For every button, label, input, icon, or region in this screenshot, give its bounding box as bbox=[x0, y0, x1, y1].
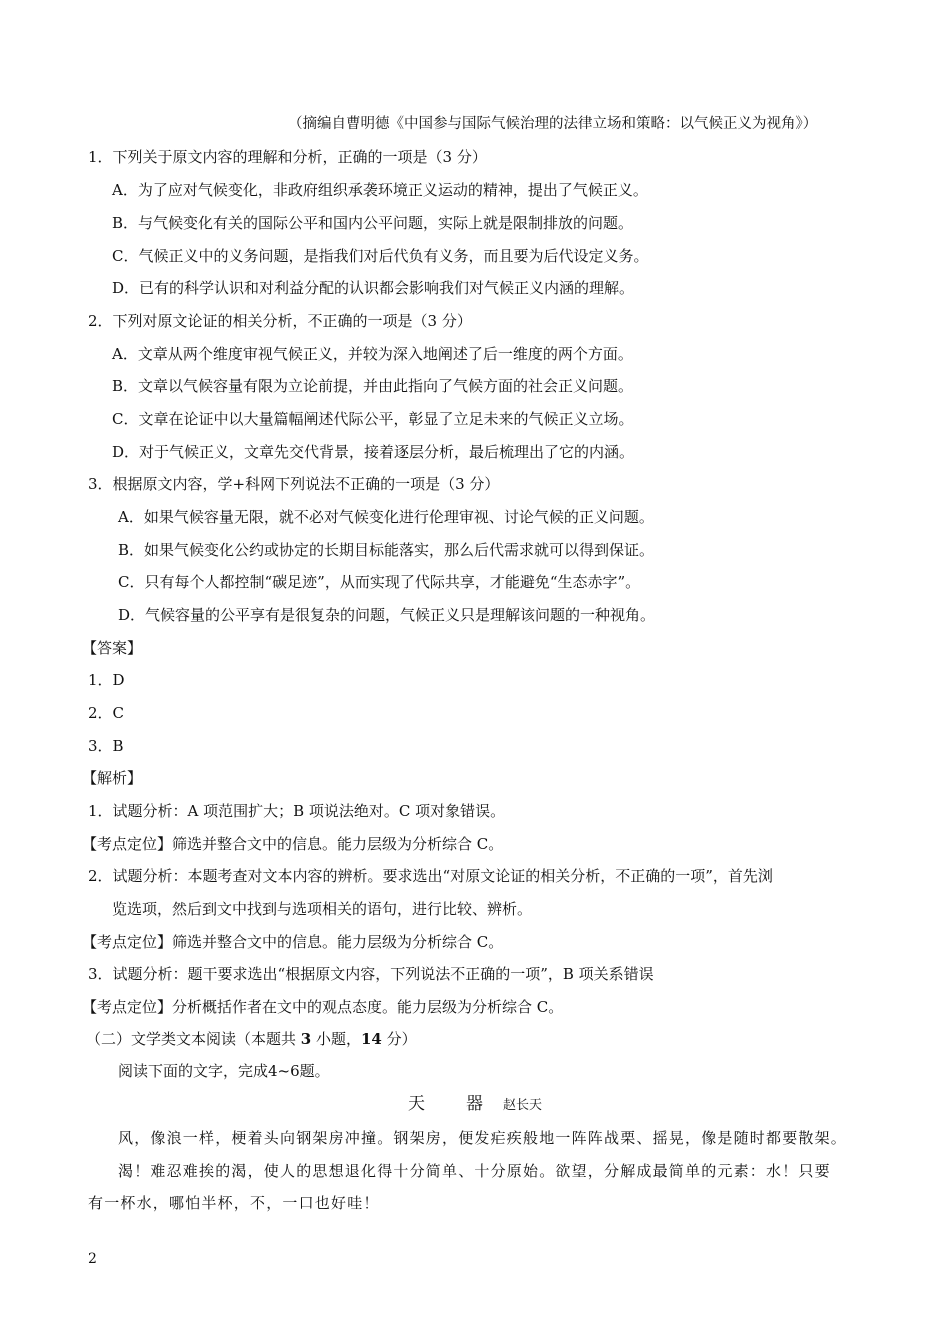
question-1-option-d: D．已有的科学认识和对利益分配的认识都会影响我们对气候正义内涵的理解。 bbox=[112, 279, 635, 297]
analysis-2-line-1: 2．试题分析：本题考查对文本内容的辨析。要求选出“对原文论证的相关分析，不正确的一项”，首先浏 bbox=[88, 867, 773, 885]
answer-2: 2．C bbox=[88, 704, 125, 722]
key-point-1: 【考点定位】筛选并整合文中的信息。能力层级为分析综合 C。 bbox=[82, 835, 504, 853]
question-2-option-c: C．文章在论证中以大量篇幅阐述代际公平，彰显了立足未来的气候正义立场。 bbox=[112, 410, 634, 428]
analysis-1: 1．试题分析：A 项范围扩大；B 项说法绝对。C 项对象错误。 bbox=[88, 802, 506, 820]
answer-header: 【答案】 bbox=[82, 639, 143, 657]
section-2-middle: 小题， bbox=[311, 1030, 361, 1048]
question-2-option-d: D．对于气候正义，文章先交代背景，接着逐层分析，最后梳理出了它的内涵。 bbox=[112, 443, 635, 461]
key-point-2: 【考点定位】筛选并整合文中的信息。能力层级为分析综合 C。 bbox=[82, 933, 504, 951]
question-3-stem: 3．根据原文内容，学+科网下列说法不正确的一项是（3 分） bbox=[88, 475, 500, 493]
question-3-option-a: A．如果气候容量无限，就不必对气候变化进行伦理审视、讨论气候的正义问题。 bbox=[118, 508, 654, 526]
section-2-count: 3 bbox=[300, 1030, 312, 1048]
question-1-option-b: B．与气候变化有关的国际公平和国内公平问题，实际上就是限制排放的问题。 bbox=[112, 214, 634, 232]
section-2-prefix: （二）文学类文本阅读（本题共 bbox=[86, 1030, 301, 1048]
story-paragraph-1: 风，像浪一样，梗着头向钢架房冲撞。钢架房，便发疟疾般地一阵阵战栗、摇晃，像是随时都要散架。 bbox=[118, 1129, 848, 1147]
source-citation: （摘编自曹明德《中国参与国际气候治理的法律立场和策略：以气候正义为视角》） bbox=[288, 116, 818, 132]
key-point-3: 【考点定位】分析概括作者在文中的观点态度。能力层级为分析综合 C。 bbox=[82, 998, 564, 1016]
question-1-stem: 1．下列关于原文内容的理解和分析，正确的一项是（3 分） bbox=[88, 148, 487, 166]
section-2-points: 14 bbox=[361, 1030, 382, 1048]
section-2-heading bbox=[86, 1029, 417, 1049]
question-3-option-c: C．只有每个人都控制“碳足迹”，从而实现了代际共享，才能避免“生态赤字”。 bbox=[118, 573, 641, 591]
question-2-stem: 2．下列对原文论证的相关分析，不正确的一项是（3 分） bbox=[88, 312, 472, 330]
question-1-option-a: A．为了应对气候变化，非政府组织承袭环境正义运动的精神，提出了气候正义。 bbox=[112, 181, 648, 199]
analysis-3: 3．试题分析：题干要求选出“根据原文内容，下列说法不正确的一项”，B 项关系错误 bbox=[88, 965, 654, 983]
question-3-option-d: D．气候容量的公平享有是很复杂的问题，气候正义只是理解该问题的一种视角。 bbox=[118, 606, 656, 624]
answer-1: 1．D bbox=[88, 671, 125, 689]
story-title: 天 器 bbox=[407, 1094, 495, 1114]
story-paragraph-2-line-1: 渴！难忍难挨的渴，使人的思想退化得十分简单、十分原始。欲望，分解成最简单的元素：水！只要 bbox=[118, 1162, 831, 1180]
question-2-option-b: B．文章以气候容量有限为立论前提，并由此指向了气候方面的社会正义问题。 bbox=[112, 377, 634, 395]
answer-3: 3．B bbox=[88, 737, 124, 755]
story-author: 赵长天 bbox=[502, 1098, 542, 1113]
question-1-option-c: C．气候正义中的义务问题，是指我们对后代负有义务，而且要为后代设定义务。 bbox=[112, 247, 649, 265]
question-3-option-b: B．如果气候变化公约或协定的长期目标能落实，那么后代需求就可以得到保证。 bbox=[118, 541, 655, 559]
story-paragraph-2-line-2: 有一杯水，哪怕半杯，不，一口也好哇！ bbox=[88, 1194, 380, 1212]
analysis-header: 【解析】 bbox=[82, 769, 143, 787]
section-2-suffix: 分） bbox=[381, 1030, 417, 1048]
question-2-option-a: A．文章从两个维度审视气候正义，并较为深入地阐述了后一维度的两个方面。 bbox=[112, 345, 633, 363]
section-2-instruction: 阅读下面的文字，完成4~6题。 bbox=[118, 1062, 330, 1080]
analysis-2-line-2: 览选项，然后到文中找到与选项相关的语句，进行比较、辨析。 bbox=[112, 900, 533, 918]
page-number: 2 bbox=[88, 1251, 97, 1267]
story-title-block bbox=[0, 1093, 950, 1117]
